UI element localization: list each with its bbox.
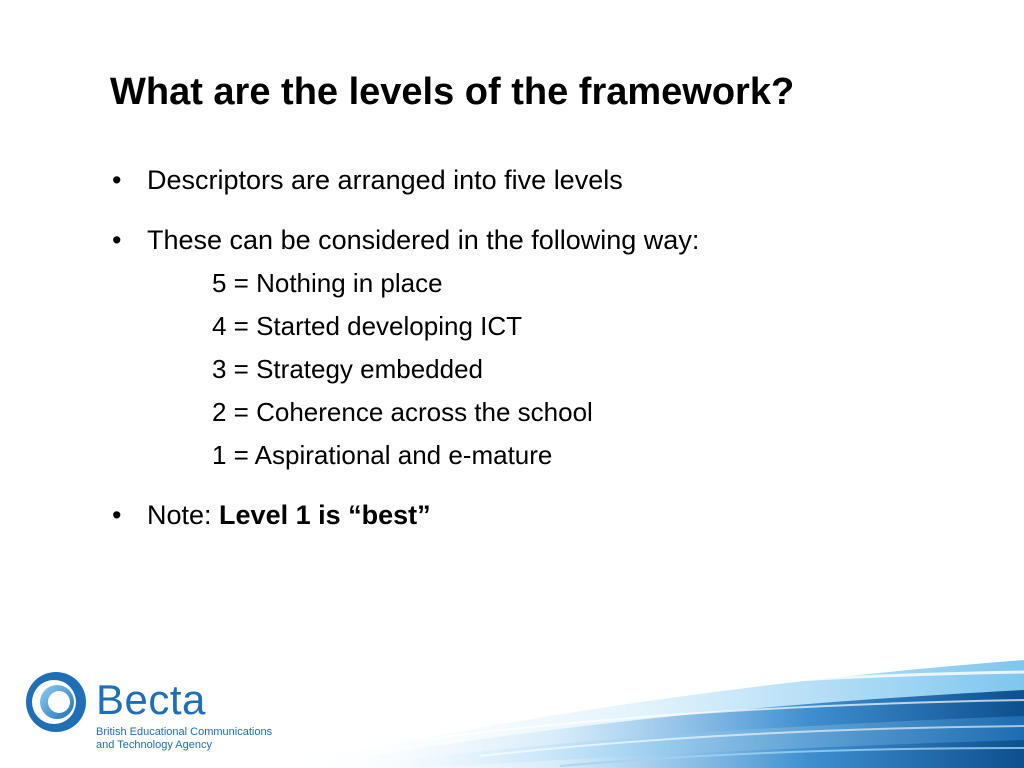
bullet-item <box>112 222 699 258</box>
logo-tagline-line2: and Technology Agency <box>96 739 212 751</box>
becta-logo <box>24 668 274 758</box>
bullet-text: These can be considered in the following way: <box>147 225 700 255</box>
bullet-marker: • <box>112 165 122 195</box>
logo-wordmark: Becta <box>96 676 206 723</box>
logo-tagline-line1: British Educational Communications <box>96 726 273 738</box>
note-emphasis: Level 1 is “best” <box>219 500 431 530</box>
note-bullet <box>112 497 431 533</box>
level-item: 2 = Coherence across the school <box>212 397 593 427</box>
bullet-marker: • <box>112 225 122 255</box>
logo-tagline <box>96 726 272 752</box>
level-item: 4 = Started developing ICT <box>212 311 523 341</box>
level-item: 1 = Aspirational and e-mature <box>212 440 553 470</box>
becta-ring-icon <box>24 670 88 734</box>
level-item: 3 = Strategy embedded <box>212 354 484 384</box>
note-prefix: Note: <box>147 500 220 530</box>
bullet-text: Descriptors are arranged into five levels <box>147 165 623 195</box>
slide-title: What are the levels of the framework? <box>110 71 795 113</box>
level-item: 5 = Nothing in place <box>212 268 443 298</box>
bullet-item <box>112 162 623 198</box>
bullet-marker: • <box>112 500 122 530</box>
